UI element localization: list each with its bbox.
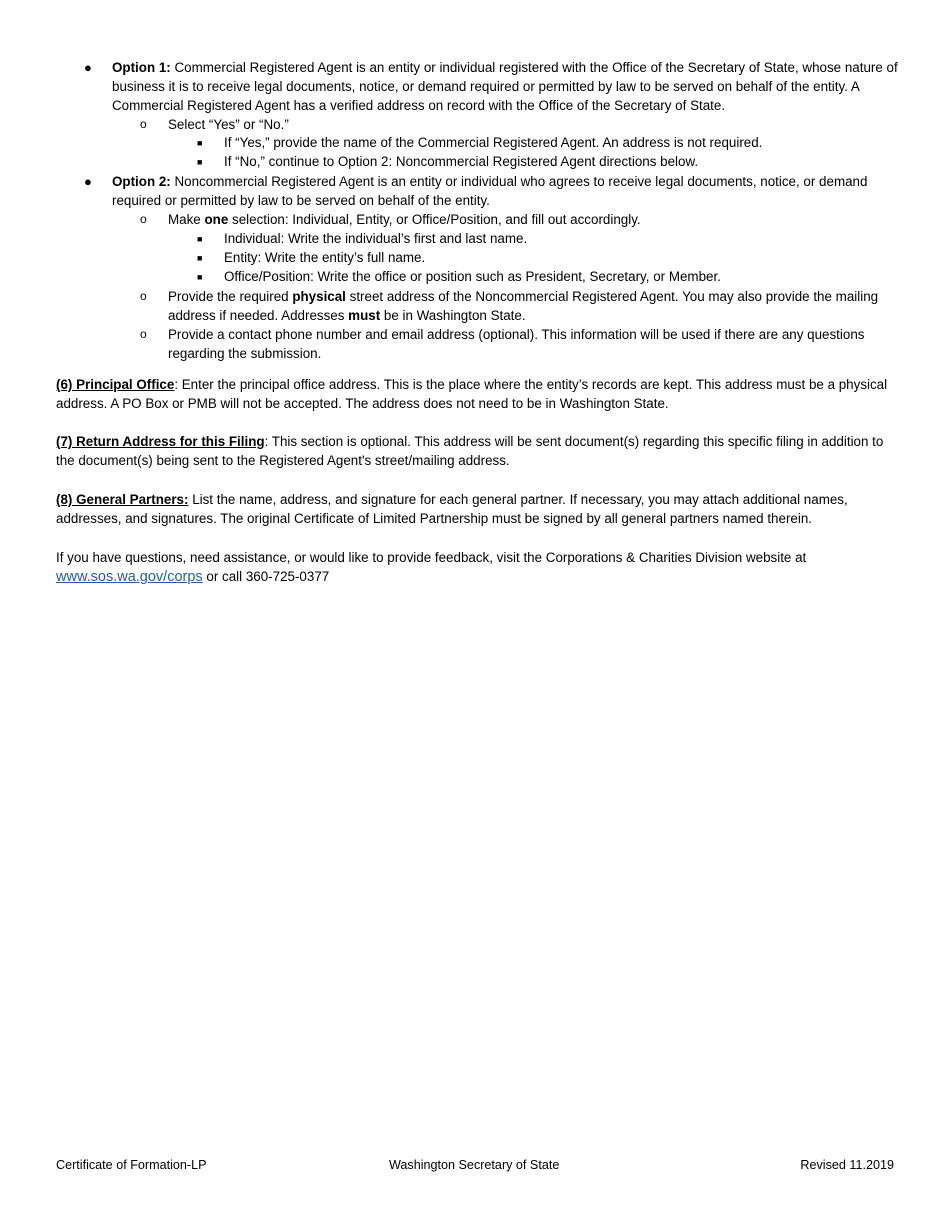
footer-center: Washington Secretary of State: [389, 1158, 560, 1172]
option2-item: [112, 172, 902, 210]
option2-provide-address: [168, 287, 903, 325]
option1-if-yes: If “Yes,” provide the name of the Commercial Registered Agent. An address is not required.: [224, 135, 763, 150]
provide-mid: street address of the Noncommercial Registered Agent. You may also provide the mailing address if needed. Addresses: [168, 289, 879, 323]
option1-if-no: If “No,” continue to Option 2: Noncommercial Registered Agent directions below.: [224, 154, 699, 169]
principal-office-heading: (6) Principal Office: [56, 377, 175, 392]
bullet-square: ■: [197, 157, 203, 167]
contact-post: or call 360-725-0377: [202, 569, 330, 584]
principal-office-section: [56, 375, 901, 413]
bullet-circle: o: [140, 117, 147, 131]
bullet-disc: ●: [84, 60, 92, 75]
bullet-disc: ●: [84, 174, 92, 189]
provide-bold2: must: [348, 308, 381, 323]
principal-office-text: : Enter the principal office address. This is the place where the entity’s records are kept. This address must be a physical address. A PO Box or PMB will not be accepted. The address does not need to be in Washington State.: [56, 377, 888, 411]
bullet-square: ■: [197, 272, 203, 282]
option2-individual: Individual: Write the individual’s first and last name.: [224, 231, 528, 246]
footer-right: Revised 11.2019: [800, 1158, 894, 1172]
option1-text: Commercial Registered Agent is an entity or individual registered with the Office of the Secretary of State, whose nature of business it is to receive legal documents, notice, or demand required or permitted by law to be served on behalf of the entity. A Commercial Registered Agent has a verified address on record with the Office of the Secretary of State.: [112, 60, 898, 113]
option2-make-selection: [168, 210, 903, 229]
return-address-text: : This section is optional. This address will be sent document(s) regarding this specific filing in addition to the document(s) being sent to the Registered Agent's street/mailing address.: [56, 434, 884, 468]
return-address-heading: (7) Return Address for this Filing: [56, 434, 265, 449]
general-partners-heading: (8) General Partners:: [56, 492, 189, 507]
option1-label: Option 1:: [112, 60, 171, 75]
provide-bold: physical: [292, 289, 346, 304]
bullet-circle: o: [140, 289, 147, 303]
provide-post: be in Washington State.: [380, 308, 526, 323]
option2-contact: Provide a contact phone number and email address (optional). This information will be used if there are any questions regarding the submission.: [168, 327, 865, 361]
return-address-section: [56, 432, 901, 470]
bullet-circle: o: [140, 327, 147, 341]
provide-pre: Provide the required: [168, 289, 293, 304]
website-link[interactable]: www.sos.wa.gov/corps: [56, 569, 203, 585]
bullet-square: ■: [197, 138, 203, 148]
make-bold: one: [204, 212, 229, 227]
option2-label: Option 2:: [112, 174, 171, 189]
general-partners-section: [56, 490, 901, 528]
bullet-square: ■: [197, 253, 203, 263]
option2-entity: Entity: Write the entity’s full name.: [224, 250, 426, 265]
make-post: selection: Individual, Entity, or Office/Position, and fill out accordingly.: [228, 212, 641, 227]
option2-text: Noncommercial Registered Agent is an entity or individual who agrees to receive legal documents, notice, or demand required or permitted by law to be served on behalf of the entity.: [112, 174, 868, 208]
contact-text: If you have questions, need assistance, or would like to provide feedback, visit the Corporations & Charities Division website at: [56, 550, 807, 565]
make-pre: Make: [168, 212, 205, 227]
option1-select: Select “Yes” or “No.”: [168, 117, 289, 132]
bullet-circle: o: [140, 212, 147, 226]
footer-left: Certificate of Formation-LP: [56, 1158, 207, 1172]
option1-item: [112, 58, 902, 115]
bullet-square: ■: [197, 234, 203, 244]
general-partners-text: List the name, address, and signature for each general partner. If necessary, you may attach additional names, addresses, and signatures. The original Certificate of Limited Partnership must be signed by all general partners named therein.: [56, 492, 848, 526]
contact-info: [56, 548, 901, 587]
option2-office: Office/Position: Write the office or position such as President, Secretary, or Member.: [224, 269, 721, 284]
